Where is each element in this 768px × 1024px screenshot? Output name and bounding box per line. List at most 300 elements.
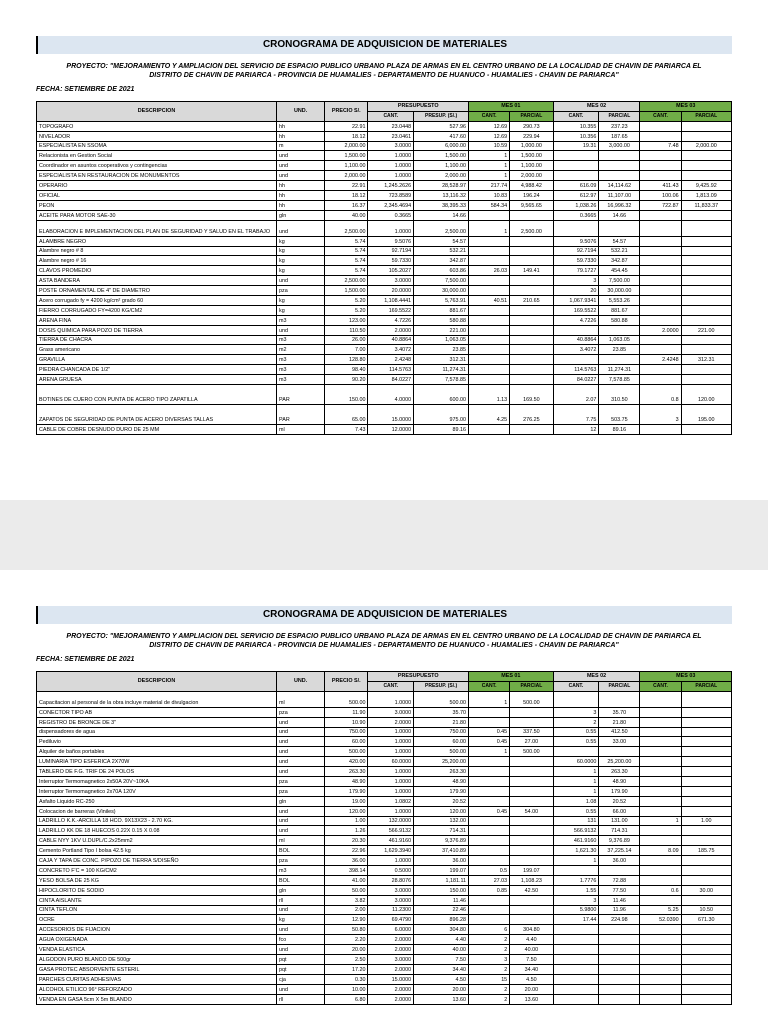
cell-m1p xyxy=(510,315,553,325)
cell-qc: 461.9160 xyxy=(368,836,414,846)
cell-m2c xyxy=(553,964,599,974)
cell-p: 1,500.00 xyxy=(325,151,368,161)
cell-m3c xyxy=(640,757,681,767)
cell-qp: 1,181.11 xyxy=(414,875,469,885)
cell-m1c: 10.59 xyxy=(469,141,510,151)
cell-m1p: 4.50 xyxy=(510,974,553,984)
cell-m3p xyxy=(681,171,731,181)
cell-m1c: 4.25 xyxy=(469,405,510,425)
table-row xyxy=(37,984,732,994)
cell-m2c: 1 xyxy=(553,777,599,787)
cell-m1c xyxy=(469,335,510,345)
cell-m1c: 2 xyxy=(469,994,510,1004)
cell-qp: 1,500.00 xyxy=(414,151,469,161)
cell-m3c xyxy=(640,121,681,131)
cell-qp: 28,528.97 xyxy=(414,181,469,191)
cell-m2p xyxy=(599,955,640,965)
cell-p: 19.00 xyxy=(325,796,368,806)
cell-m1c xyxy=(469,707,510,717)
cell-m3c xyxy=(640,286,681,296)
cell-m3c xyxy=(640,425,681,435)
cell-qc: 3.0000 xyxy=(368,885,414,895)
cell-p: 41.00 xyxy=(325,875,368,885)
cell-d: LUMINARIA TIPO ESFERICA 2X70W xyxy=(37,757,277,767)
cell-p: 2,500.00 xyxy=(325,276,368,286)
cell-m1p: 290.73 xyxy=(510,121,553,131)
cell-qc: 566.9132 xyxy=(368,826,414,836)
cell-m3p xyxy=(681,856,731,866)
cell-m2c: 2.07 xyxy=(553,385,599,405)
cell-m1p: 2,000.00 xyxy=(510,171,553,181)
cell-m2p: 714.31 xyxy=(599,826,640,836)
cell-u: und xyxy=(277,171,325,181)
table-row xyxy=(37,777,732,787)
cell-m3c xyxy=(640,955,681,965)
cell-m1p: 304.80 xyxy=(510,925,553,935)
table-row xyxy=(37,425,732,435)
cell-m1p: 42.50 xyxy=(510,885,553,895)
cell-m2p: 21.80 xyxy=(599,717,640,727)
cell-m1c: 0.5 xyxy=(469,866,510,876)
cell-m1p: 2,500.00 xyxy=(510,220,553,236)
cell-m1p: 20.00 xyxy=(510,984,553,994)
cell-m3p xyxy=(681,131,731,141)
cell-m2c: 2 xyxy=(553,717,599,727)
cell-m1p xyxy=(510,286,553,296)
cell-m1p xyxy=(510,767,553,777)
cell-m1c: 1 xyxy=(469,691,510,707)
cell-d: Cemento Portland Tipo I bolsa 42.5 kg xyxy=(37,846,277,856)
table-row xyxy=(37,296,732,306)
cell-qc: 20.0000 xyxy=(368,286,414,296)
cell-m2p xyxy=(599,220,640,236)
cell-m1c: 12.69 xyxy=(469,121,510,131)
cell-p: 110.50 xyxy=(325,325,368,335)
header-mes-02: MES 02 xyxy=(553,672,640,682)
cell-m3p xyxy=(681,984,731,994)
table-row xyxy=(37,691,732,707)
cell-m1c: 0.45 xyxy=(469,737,510,747)
table-row xyxy=(37,375,732,385)
cell-d: Colocacion de barreras (Viniles) xyxy=(37,806,277,816)
cell-m1p: 1,108.23 xyxy=(510,875,553,885)
cell-m1p xyxy=(510,905,553,915)
cell-m2p: 89.16 xyxy=(599,425,640,435)
cell-m2p: 72.88 xyxy=(599,875,640,885)
cell-m1c xyxy=(469,717,510,727)
cell-d: TABLERO DE F.G. TRIF DE 24 POLOS xyxy=(37,767,277,777)
cell-qp: 532.21 xyxy=(414,246,469,256)
cell-d: ZAPATOS DE SEGURIDAD DE PUNTA DE ACERO DIVERSAS TALLAS xyxy=(37,405,277,425)
cell-qc: 15.0000 xyxy=(368,405,414,425)
cell-m1p xyxy=(510,786,553,796)
cell-m2c: 3 xyxy=(553,276,599,286)
cell-m2p xyxy=(599,974,640,984)
cell-m2c: 9.5076 xyxy=(553,236,599,246)
cell-d: Interruptor Termomagnetico 2x70A 120V xyxy=(37,786,277,796)
cell-m1c xyxy=(469,826,510,836)
cell-m3p xyxy=(681,717,731,727)
table-row xyxy=(37,405,732,425)
table-row xyxy=(37,121,732,131)
header-und: UND. xyxy=(277,672,325,692)
table-row xyxy=(37,717,732,727)
cell-qc: 2.0000 xyxy=(368,325,414,335)
cell-m1c xyxy=(469,816,510,826)
cell-m2p: 187.65 xyxy=(599,131,640,141)
cell-qp: 4.50 xyxy=(414,974,469,984)
cell-m1c: 217.74 xyxy=(469,181,510,191)
cell-qp: 7,500.00 xyxy=(414,276,469,286)
cell-u: und xyxy=(277,717,325,727)
cell-m1c: 0.45 xyxy=(469,727,510,737)
cell-m1p xyxy=(510,210,553,220)
cell-m2c xyxy=(553,935,599,945)
header-parcial: PARCIAL xyxy=(510,111,553,121)
cell-m3p xyxy=(681,236,731,246)
cell-m2p: 23.85 xyxy=(599,345,640,355)
cell-d: Coordinador en asuntos cooperativos y contingencias xyxy=(37,161,277,171)
cell-p: 179.90 xyxy=(325,786,368,796)
cell-m3p: 10.50 xyxy=(681,905,731,915)
cell-m2c: 3 xyxy=(553,707,599,717)
cell-m2c: 566.9132 xyxy=(553,826,599,836)
table-row xyxy=(37,836,732,846)
cell-m1p: 210.65 xyxy=(510,296,553,306)
cell-p: 7.43 xyxy=(325,425,368,435)
cell-m3p xyxy=(681,375,731,385)
cell-m3p xyxy=(681,786,731,796)
cell-m1c: 1 xyxy=(469,171,510,181)
table-row xyxy=(37,246,732,256)
cell-qp: 60.00 xyxy=(414,737,469,747)
cell-u: pza xyxy=(277,707,325,717)
cell-u: cja xyxy=(277,974,325,984)
cell-d: dispensadores de agua xyxy=(37,727,277,737)
cell-d: ARENA GRUESA xyxy=(37,375,277,385)
cell-m2c: 1 xyxy=(553,856,599,866)
cell-m3p: 11,833.37 xyxy=(681,200,731,210)
cell-m2c: 1.7776 xyxy=(553,875,599,885)
cell-d: Alambre negro # 8 xyxy=(37,246,277,256)
cell-qp: 2,500.00 xyxy=(414,220,469,236)
cell-m1c: 26.03 xyxy=(469,266,510,276)
cell-m2p: 532.21 xyxy=(599,246,640,256)
cell-qp: 20.00 xyxy=(414,984,469,994)
table-row xyxy=(37,171,732,181)
cell-qc: 3.0000 xyxy=(368,141,414,151)
cell-d: ACCESORIOS DE FIJACION xyxy=(37,925,277,935)
cell-m3c xyxy=(640,866,681,876)
cell-d: Relacionista en Gestion Social xyxy=(37,151,277,161)
cell-u: und xyxy=(277,161,325,171)
cell-p: 500.00 xyxy=(325,691,368,707)
cell-m1p xyxy=(510,276,553,286)
cell-m2p xyxy=(599,151,640,161)
cell-p: 500.00 xyxy=(325,747,368,757)
cell-m3c: 8.09 xyxy=(640,846,681,856)
cell-qc: 2.0000 xyxy=(368,945,414,955)
cell-p: 65.00 xyxy=(325,405,368,425)
table-row xyxy=(37,335,732,345)
cell-m1c xyxy=(469,286,510,296)
cell-qp: 150.00 xyxy=(414,885,469,895)
cell-qc: 40.8864 xyxy=(368,335,414,345)
cell-qp: 120.00 xyxy=(414,806,469,816)
cell-m3c xyxy=(640,305,681,315)
cell-p: 120.00 xyxy=(325,806,368,816)
cell-m1c: 1 xyxy=(469,747,510,757)
cell-m1p: 1,100.00 xyxy=(510,161,553,171)
cell-m2p: 14,114.62 xyxy=(599,181,640,191)
cell-m1c xyxy=(469,236,510,246)
cell-m3p xyxy=(681,121,731,131)
cell-m3c xyxy=(640,375,681,385)
cell-qp: 2,000.00 xyxy=(414,171,469,181)
cell-m3p xyxy=(681,161,731,171)
cell-m2p: 412.50 xyxy=(599,727,640,737)
header-cant: CANT. xyxy=(368,681,414,691)
cell-m2c: 612.97 xyxy=(553,191,599,201)
project-line-2: DISTRITO DE CHAVIN DE PARIARCA - PROVINCIA DE HUAMALIES - DEPARTAMENTO DE HUANUCO - HUAMALIES - CHAVIN DE PARIARCA" xyxy=(149,642,619,649)
cell-d: TIERRA DE CHACRA xyxy=(37,335,277,345)
cell-m3p xyxy=(681,945,731,955)
cell-qp: 750.00 xyxy=(414,727,469,737)
cell-qp: 312.31 xyxy=(414,355,469,365)
cell-m2p xyxy=(599,994,640,1004)
cell-m2p xyxy=(599,984,640,994)
cell-qp: 881.67 xyxy=(414,305,469,315)
cell-p: 22.96 xyxy=(325,846,368,856)
cell-m3c: 722.87 xyxy=(640,200,681,210)
cell-d: PEON xyxy=(37,200,277,210)
cell-qp: 9,376.89 xyxy=(414,836,469,846)
cell-m3p xyxy=(681,737,731,747)
cell-m2c xyxy=(553,151,599,161)
table-row xyxy=(37,315,732,325)
cell-m1c xyxy=(469,846,510,856)
cell-m1p xyxy=(510,256,553,266)
cell-u: ml xyxy=(277,425,325,435)
cell-m1c xyxy=(469,767,510,777)
cell-m2c: 4.7226 xyxy=(553,315,599,325)
cell-m1c: 1 xyxy=(469,151,510,161)
cell-m3p xyxy=(681,964,731,974)
cell-m1p xyxy=(510,375,553,385)
table-row xyxy=(37,365,732,375)
cell-qp: 89.16 xyxy=(414,425,469,435)
table-row xyxy=(37,727,732,737)
cell-m2c: 1 xyxy=(553,786,599,796)
cell-m1c xyxy=(469,345,510,355)
cell-d: OPERARIO xyxy=(37,181,277,191)
cell-m1p xyxy=(510,236,553,246)
cell-m1p: 149.41 xyxy=(510,266,553,276)
cell-m2c: 1.08 xyxy=(553,796,599,806)
header-cant: CANT. xyxy=(553,681,599,691)
cell-m1p xyxy=(510,757,553,767)
cell-m3p xyxy=(681,707,731,717)
report-date: FECHA: SETIEMBRE DE 2021 xyxy=(36,656,135,663)
cell-qc: 723.8589 xyxy=(368,191,414,201)
cell-m3c xyxy=(640,777,681,787)
cell-m1p: 337.50 xyxy=(510,727,553,737)
cell-m2c: 169.5522 xyxy=(553,305,599,315)
cell-m3c xyxy=(640,994,681,1004)
cell-m3c xyxy=(640,707,681,717)
cell-p: 2.50 xyxy=(325,955,368,965)
table-row xyxy=(37,885,732,895)
cell-m2p xyxy=(599,866,640,876)
cell-m1c xyxy=(469,355,510,365)
cell-p: 18.12 xyxy=(325,131,368,141)
table-row xyxy=(37,757,732,767)
cell-u: und xyxy=(277,905,325,915)
cell-m3c xyxy=(640,767,681,777)
cell-m2p: 11,107.00 xyxy=(599,191,640,201)
cell-p: 5.20 xyxy=(325,296,368,306)
table-row xyxy=(37,945,732,955)
header-descripcion: DESCRIPCION xyxy=(37,672,277,692)
table-row xyxy=(37,131,732,141)
cell-m2p xyxy=(599,747,640,757)
cell-d: CABLE NYY 1KV U.DUPL/C.2x25mm2 xyxy=(37,836,277,846)
cell-m1c xyxy=(469,757,510,767)
cell-d: HIPOCLORITO DE SODIO xyxy=(37,885,277,895)
cell-m2p: 11.46 xyxy=(599,895,640,905)
cell-qc: 1.0000 xyxy=(368,806,414,816)
cell-d: GRAVILLA xyxy=(37,355,277,365)
table-row xyxy=(37,796,732,806)
cell-p: 263.30 xyxy=(325,767,368,777)
cell-m2p: 580.88 xyxy=(599,315,640,325)
cell-d: BOTINES DE CUERO CON PUNTA DE ACERO TIPO ZAPATILLA xyxy=(37,385,277,405)
cell-m3c xyxy=(640,131,681,141)
cell-qc: 4.0000 xyxy=(368,385,414,405)
cell-qp: 14.66 xyxy=(414,210,469,220)
cell-m1c xyxy=(469,315,510,325)
cell-u: m3 xyxy=(277,355,325,365)
cell-m1p xyxy=(510,895,553,905)
cell-d: DOSIS QUIMICA PARA POZO DE TIERRA xyxy=(37,325,277,335)
cell-d: LADRILLO K.K.-ARCILLA 18 HCO. 9X13X23 - 2.70 KG. xyxy=(37,816,277,826)
cell-m3p xyxy=(681,276,731,286)
header-cant: CANT. xyxy=(469,681,510,691)
cell-d: LADRILLO KK DE 18 HUECOS 0.22X 0.15 X 0.08 xyxy=(37,826,277,836)
cell-m1c: 0.85 xyxy=(469,885,510,895)
cell-qc: 23.0448 xyxy=(368,121,414,131)
cell-m1c: 1.13 xyxy=(469,385,510,405)
cell-p: 128.80 xyxy=(325,355,368,365)
cell-m3c xyxy=(640,220,681,236)
cell-m1p: 169.50 xyxy=(510,385,553,405)
cell-m3p xyxy=(681,335,731,345)
cell-p: 0.30 xyxy=(325,974,368,984)
cell-m3p xyxy=(681,246,731,256)
cell-m1c xyxy=(469,305,510,315)
cell-m1p xyxy=(510,777,553,787)
cell-qc: 1.0000 xyxy=(368,171,414,181)
cell-m2c: 3.4072 xyxy=(553,345,599,355)
cell-p: 420.00 xyxy=(325,757,368,767)
cell-u: und xyxy=(277,727,325,737)
cell-m1c xyxy=(469,375,510,385)
cell-m2c: 59.7330 xyxy=(553,256,599,266)
cell-m2p xyxy=(599,935,640,945)
cell-m1c xyxy=(469,425,510,435)
cell-qc: 1.0000 xyxy=(368,856,414,866)
cell-qp: 1,063.05 xyxy=(414,335,469,345)
table-row xyxy=(37,191,732,201)
cell-u: und xyxy=(277,925,325,935)
cell-m2p: 33.00 xyxy=(599,737,640,747)
cell-u: pza xyxy=(277,286,325,296)
header-mes-01: MES 01 xyxy=(469,102,554,112)
cell-p: 1,100.00 xyxy=(325,161,368,171)
header-und: UND. xyxy=(277,102,325,122)
cell-u: und xyxy=(277,767,325,777)
table-row xyxy=(37,846,732,856)
cell-m2c xyxy=(553,955,599,965)
cell-m1p xyxy=(510,915,553,925)
cell-m3p xyxy=(681,747,731,757)
cell-qc: 1.0000 xyxy=(368,727,414,737)
cell-qp: 13,116.32 xyxy=(414,191,469,201)
cell-m2p: 14.66 xyxy=(599,210,640,220)
cell-m2p: 30,000.00 xyxy=(599,286,640,296)
cell-qc: 1.0000 xyxy=(368,747,414,757)
table-row xyxy=(37,707,732,717)
sheet-title: CRONOGRAMA DE ADQUISICION DE MATERIALES xyxy=(36,606,732,624)
cell-p: 398.14 xyxy=(325,866,368,876)
cell-p: 90.20 xyxy=(325,375,368,385)
cell-m3c xyxy=(640,315,681,325)
cell-m1p: 276.25 xyxy=(510,405,553,425)
cell-m3p xyxy=(681,836,731,846)
cell-m3p: 195.00 xyxy=(681,405,731,425)
cell-u: und xyxy=(277,325,325,335)
cell-m1p: 13.60 xyxy=(510,994,553,1004)
table-row xyxy=(37,141,732,151)
cell-m3c: 2.0000 xyxy=(640,325,681,335)
materials-table xyxy=(36,101,732,435)
cell-m1p xyxy=(510,365,553,375)
cell-u: pza xyxy=(277,856,325,866)
cell-m2c: 20 xyxy=(553,286,599,296)
cell-p: 2,000.00 xyxy=(325,141,368,151)
cell-m3p xyxy=(681,875,731,885)
cell-u: kg xyxy=(277,296,325,306)
cell-m1c: 40.51 xyxy=(469,296,510,306)
cell-m3c xyxy=(640,826,681,836)
header-presupuesto: PRESUPUESTO xyxy=(368,672,469,682)
cell-m3p: 185.75 xyxy=(681,846,731,856)
cell-m3p xyxy=(681,757,731,767)
cell-m3c xyxy=(640,747,681,757)
cell-m1c xyxy=(469,777,510,787)
cell-d: YESO BOLSA DE 25 KG xyxy=(37,875,277,885)
cell-u: kg xyxy=(277,246,325,256)
cell-m3c: 5.25 xyxy=(640,905,681,915)
cell-m2c: 19.31 xyxy=(553,141,599,151)
cell-d: PARCHES CURITAS ADHESIVAS xyxy=(37,974,277,984)
cell-m2c: 1,621.30 xyxy=(553,846,599,856)
cell-d: CLAVOS PROMEDIO xyxy=(37,266,277,276)
cell-m1p xyxy=(510,425,553,435)
cell-qc: 105.2027 xyxy=(368,266,414,276)
table-row xyxy=(37,806,732,816)
cell-p: 6.80 xyxy=(325,994,368,1004)
